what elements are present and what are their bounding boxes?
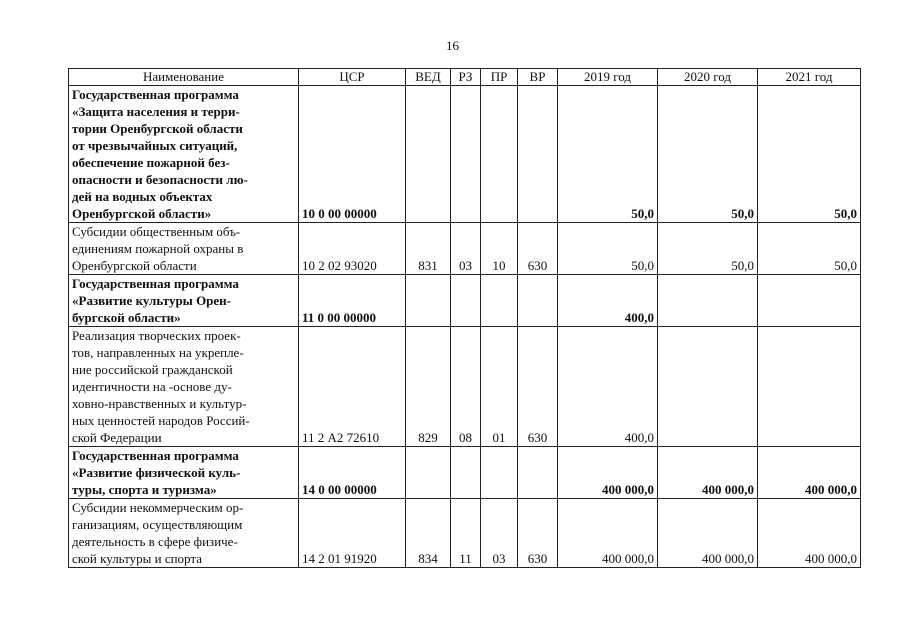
header-csr: ЦСР [299, 69, 406, 86]
table-row [69, 275, 861, 327]
row-2020: 400 000,0 [658, 447, 758, 499]
header-ved: ВЕД [406, 69, 451, 86]
row-csr: 14 2 01 91920 [299, 499, 406, 568]
row-csr: 11 0 00 00000 [299, 275, 406, 327]
row-name: Субсидии некоммерческим ор- ганизациям, осуществляющим деятельность в сфере физиче- ской культуры и спорта [69, 499, 299, 568]
row-2021 [758, 327, 861, 447]
row-rz [451, 275, 481, 327]
row-pr: 03 [481, 499, 518, 568]
row-ved: 831 [406, 223, 451, 275]
row-name: Реализация творческих проек- тов, направленных на укрепле- ние российской гражданской идентичности на -основе ду- ховно-нравственных и культур- ных ценностей народов Россий- ской Федерации [69, 327, 299, 447]
row-csr: 10 0 00 00000 [299, 86, 406, 223]
row-ved: 834 [406, 499, 451, 568]
row-name: Субсидии общественным объ- единениям пожарной охраны в Оренбургской области [69, 223, 299, 275]
row-2020: 400 000,0 [658, 499, 758, 568]
row-vr: 630 [518, 499, 558, 568]
row-name: Государственная программа «Развитие культуры Орен- бургской области» [69, 275, 299, 327]
row-pr [481, 447, 518, 499]
row-pr: 10 [481, 223, 518, 275]
row-rz: 08 [451, 327, 481, 447]
row-name: Государственная программа «Развитие физической куль- туры, спорта и туризма» [69, 447, 299, 499]
row-pr [481, 86, 518, 223]
row-2019: 50,0 [558, 86, 658, 223]
row-2020 [658, 275, 758, 327]
row-pr: 01 [481, 327, 518, 447]
row-vr [518, 86, 558, 223]
row-rz: 03 [451, 223, 481, 275]
row-rz: 11 [451, 499, 481, 568]
row-ved [406, 86, 451, 223]
header-pr: ПР [481, 69, 518, 86]
row-2021: 400 000,0 [758, 447, 861, 499]
row-rz [451, 86, 481, 223]
row-name: Государственная программа «Защита населения и терри- тории Оренбургской области от чрезвычайных ситуаций, обеспечение пожарной без- опасности и безопасности лю- дей на водных объектах Оренбургской области» [69, 86, 299, 223]
row-2021: 50,0 [758, 86, 861, 223]
table-row [69, 86, 861, 223]
table-row [69, 223, 861, 275]
table-row [69, 499, 861, 568]
row-pr [481, 275, 518, 327]
header-rz: РЗ [451, 69, 481, 86]
row-csr: 10 2 02 93020 [299, 223, 406, 275]
row-csr: 11 2 А2 72610 [299, 327, 406, 447]
header-2021: 2021 год [758, 69, 861, 86]
header-row [69, 69, 861, 86]
row-2019: 400 000,0 [558, 447, 658, 499]
row-rz [451, 447, 481, 499]
header-vr: ВР [518, 69, 558, 86]
row-2021 [758, 275, 861, 327]
table-row [69, 327, 861, 447]
row-vr [518, 447, 558, 499]
row-vr: 630 [518, 327, 558, 447]
row-2019: 400 000,0 [558, 499, 658, 568]
row-2020: 50,0 [658, 86, 758, 223]
budget-table [68, 68, 861, 568]
row-vr: 630 [518, 223, 558, 275]
row-2021: 50,0 [758, 223, 861, 275]
row-ved: 829 [406, 327, 451, 447]
row-ved [406, 275, 451, 327]
row-2020: 50,0 [658, 223, 758, 275]
page-number: 16 [446, 38, 459, 53]
row-csr: 14 0 00 00000 [299, 447, 406, 499]
row-2021: 400 000,0 [758, 499, 861, 568]
row-2019: 50,0 [558, 223, 658, 275]
row-2019: 400,0 [558, 327, 658, 447]
row-2019: 400,0 [558, 275, 658, 327]
header-name: Наименование [69, 69, 299, 86]
row-ved [406, 447, 451, 499]
table-row [69, 447, 861, 499]
header-2020: 2020 год [658, 69, 758, 86]
row-2020 [658, 327, 758, 447]
header-2019: 2019 год [558, 69, 658, 86]
row-vr [518, 275, 558, 327]
